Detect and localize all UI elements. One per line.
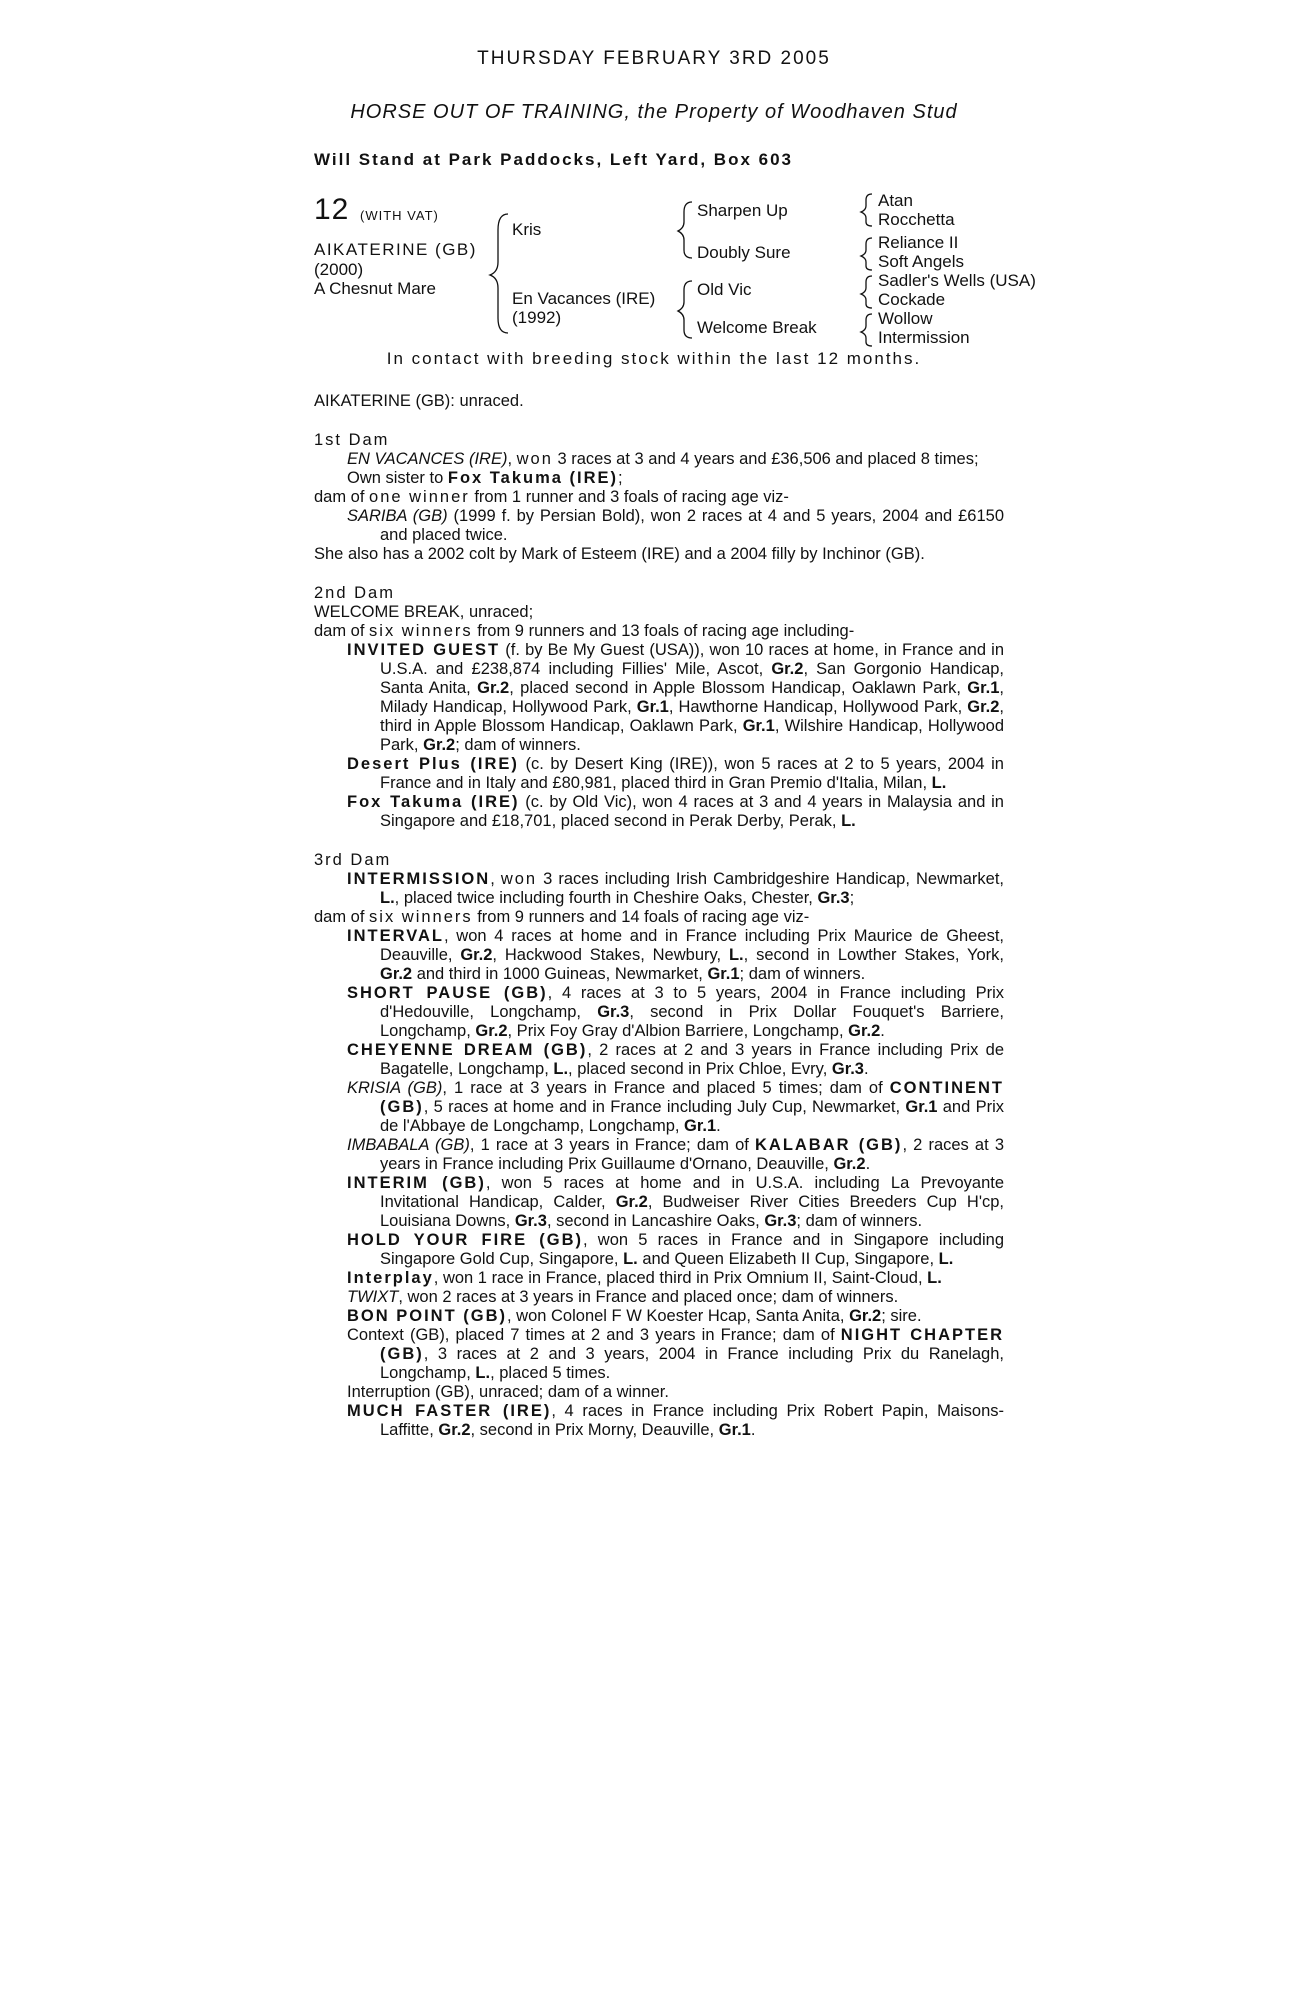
pedigree-g3: Old Vic [697, 280, 752, 299]
second-dam-produce-line: dam of six winners from 9 runners and 13 foals of racing age including- [314, 622, 855, 640]
pedigree-sire: Kris [512, 220, 542, 239]
unraced-line: AIKATERINE (GB): unraced. [314, 392, 524, 410]
pedigree-gg1a: Atan [878, 191, 913, 210]
pedigree-brace-g3 [861, 276, 872, 308]
second-dam-produce-invited-guest: INVITED GUEST (f. by Be My Guest (USA)), won 10 races at home, in France and in U.S.A. and £238,874 including Fillies' Mile, Ascot, Gr.2, San Gorgonio Handicap, Santa Anita, Gr.2, placed second in Apple Blossom Handicap, Oaklawn Park, Gr.1, Milady Handicap, Hollywood Park, Gr.1, Hawthorne Handicap, Hollywood Park, Gr.2, third in Apple Blossom Handicap, Oaklawn Park, Gr.1, Wilshire Handicap, Hollywood Park, Gr.2; dam of winners. [347, 641, 1005, 754]
pedigree-g4: Welcome Break [697, 318, 817, 337]
first-dam-produce-sariba: SARIBA (GB) (1999 f. by Persian Bold), won 2 races at 4 and 5 years, 2004 and £6150 and placed twice. [347, 507, 1004, 544]
pedigree-gg2a: Reliance II [878, 233, 959, 252]
pedigree-dam: En Vacances (IRE) [512, 289, 656, 308]
second-dam-entry: WELCOME BREAK, unraced; [314, 603, 534, 621]
third-dam-grandproduce-context: Context (GB), placed 7 times at 2 and 3 years in France; dam of NIGHT CHAPTER (GB), 3 races at 2 and 3 years, 2004 in France including Prix du Ranelagh, Longchamp, L., placed 5 times. [347, 1326, 1004, 1382]
pedigree-brace-main [490, 214, 508, 333]
sale-date: THURSDAY FEBRUARY 3RD 2005 [477, 48, 831, 69]
third-dam-grandproduce-cheyenne-dream: CHEYENNE DREAM (GB), 2 races at 2 and 3 years in France including Prix de Bagatelle, Longchamp, L., placed second in Prix Chloe, Evry, Gr.3. [347, 1041, 1004, 1078]
pedigree-dam-year: (1992) [512, 308, 562, 327]
third-dam-entry: INTERMISSION, won 3 races including Irish Cambridgeshire Handicap, Newmarket, L., placed twice including fourth in Cheshire Oaks, Chester, Gr.3; [347, 870, 1005, 907]
vat-note: (WITH VAT) [360, 208, 439, 223]
third-dam-grandproduce-short-pause: SHORT PAUSE (GB), 4 races at 3 to 5 years, 2004 in France including Prix d'Hedouville, Longchamp, Gr.3, second in Prix Dollar Fouquet's Barriere, Longchamp, Gr.2, Prix Foy Gray d'Albion Barriere, Longchamp, Gr.2. [347, 984, 1005, 1040]
pedigree-gg3a: Sadler's Wells (USA) [878, 271, 1036, 290]
third-dam-produce-twixt: TWIXT, won 2 races at 3 years in France and placed once; dam of winners. [347, 1288, 899, 1306]
first-dam-other-produce: She also has a 2002 colt by Mark of Esteem (IRE) and a 2004 filly by Inchinor (GB). [314, 545, 925, 563]
third-dam-produce-interplay: Interplay, won 1 race in France, placed third in Prix Omnium II, Saint-Cloud, L. [347, 1269, 942, 1287]
pedigree-brace-g2 [861, 238, 872, 270]
third-dam-produce-interim: INTERIM (GB), won 5 races at home and in U.S.A. including La Prevoyante Invitational Handicap, Calder, Gr.2, Budweiser River Cities Breeders Cup H'cp, Louisiana Downs, Gr.3, second in Lancashire Oaks, Gr.3; dam of winners. [347, 1174, 1005, 1230]
third-dam-produce-hold-your-fire: HOLD YOUR FIRE (GB), won 5 races in France and in Singapore including Singapore Gold Cup, Singapore, L. and Queen Elizabeth II Cup, Singapore, L. [347, 1231, 1004, 1268]
third-dam-produce-interval: INTERVAL, won 4 races at home and in France including Prix Maurice de Gheest, Deauville, Gr.2, Hackwood Stakes, Newbury, L., second in Lowther Stakes, York, Gr.2 and third in 1000 Guineas, Newmarket, Gr.1; dam of winners. [347, 927, 1004, 983]
pedigree-gg4a: Wollow [878, 309, 933, 328]
catalogue-body [314, 392, 1004, 1440]
pedigree-gg2b: Soft Angels [878, 252, 965, 271]
third-dam-grandproduce-krisia: KRISIA (GB), 1 race at 3 years in France and placed 5 times; dam of CONTINENT (GB), 5 races at home and in France including July Cup, Newmarket, Gr.1 and Prix de l'Abbaye de Longchamp, Longchamp, Gr.1. [347, 1079, 1005, 1135]
pedigree-gg4b: Intermission [878, 328, 970, 347]
third-dam-produce-line: dam of six winners from 9 runners and 14 foals of racing age viz- [314, 908, 810, 926]
pedigree-g1: Sharpen Up [697, 201, 788, 220]
stand-location: Will Stand at Park Paddocks, Left Yard, Box 603 [314, 150, 793, 169]
horse-year: (2000) [314, 260, 364, 279]
pedigree-brace-g1 [861, 194, 872, 226]
lot-subtitle: HORSE OUT OF TRAINING, the Property of Woodhaven Stud [350, 101, 958, 123]
breeding-contact-note: In contact with breeding stock within the last 12 months. [386, 349, 922, 368]
pedigree-brace-g4 [861, 314, 872, 346]
horse-description: A Chesnut Mare [314, 279, 436, 298]
third-dam-grandproduce-much-faster: MUCH FASTER (IRE), 4 races in France including Prix Robert Papin, Maisons-Laffitte, Gr.2, second in Prix Morny, Deauville, Gr.1. [347, 1402, 1004, 1439]
lot-number: 12 [314, 193, 350, 226]
third-dam-heading: 3rd Dam [314, 851, 392, 869]
first-dam-entry: EN VACANCES (IRE), won 3 races at 3 and 4 years and £36,506 and placed 8 times; [347, 450, 979, 468]
second-dam-heading: 2nd Dam [314, 584, 395, 602]
first-dam-sister-line: Own sister to Fox Takuma (IRE); [347, 469, 623, 487]
horse-name: AIKATERINE (GB) [314, 240, 477, 259]
pedigree-brace-sire [678, 202, 692, 258]
third-dam-grandproduce-bon-point: BON POINT (GB), won Colonel F W Koester Hcap, Santa Anita, Gr.2; sire. [347, 1307, 922, 1325]
first-dam-heading: 1st Dam [314, 431, 390, 449]
second-dam-produce-fox-takuma: Fox Takuma (IRE) (c. by Old Vic), won 4 races at 3 and 4 years in Malaysia and in Singapore and £18,701, placed second in Perak Derby, Perak, L. [347, 793, 1004, 830]
third-dam-grandproduce-imbabala: IMBABALA (GB), 1 race at 3 years in France; dam of KALABAR (GB), 2 races at 3 years in France including Prix Guillaume d'Ornano, Deauville, Gr.2. [347, 1136, 1005, 1173]
pedigree-g2: Doubly Sure [697, 243, 791, 262]
pedigree-brace-dam [678, 281, 692, 338]
pedigree-gg1b: Rocchetta [878, 210, 955, 229]
pedigree-gg3b: Cockade [878, 290, 946, 309]
second-dam-produce-desert-plus: Desert Plus (IRE) (c. by Desert King (IRE)), won 5 races at 2 to 5 years, 2004 in France and in Italy and £80,981, placed third in Gran Premio d'Italia, Milan, L. [347, 755, 1004, 792]
first-dam-produce-line: dam of one winner from 1 runner and 3 foals of racing age viz- [314, 488, 789, 506]
third-dam-produce-interruption: Interruption (GB), unraced; dam of a winner. [347, 1383, 669, 1401]
